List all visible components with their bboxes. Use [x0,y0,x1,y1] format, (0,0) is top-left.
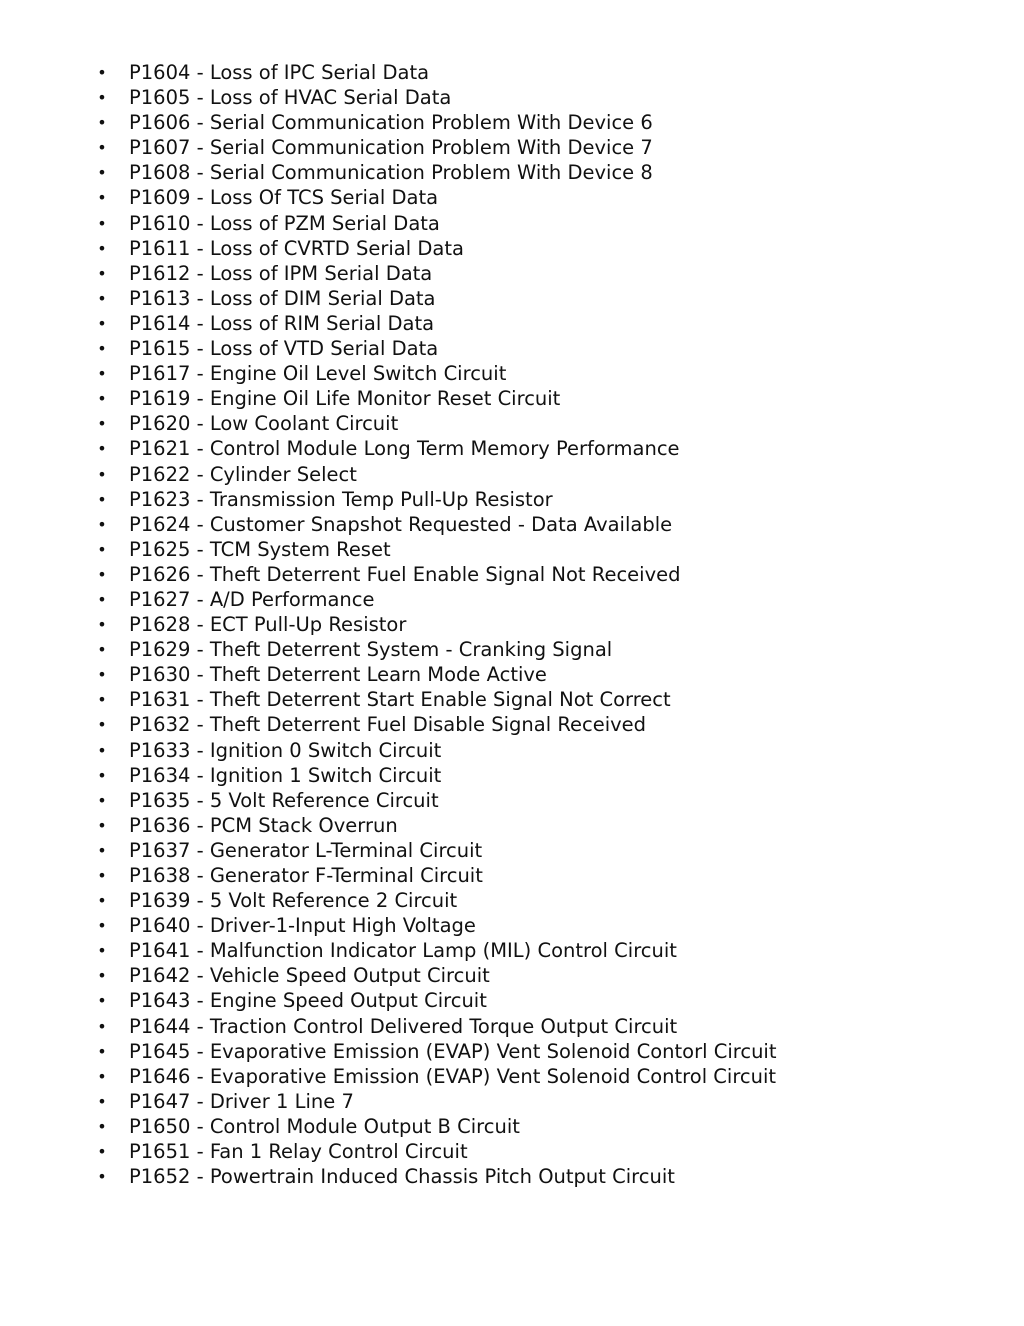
bullet-icon: • [97,138,107,158]
bullet-icon: • [97,916,107,936]
bullet-icon: • [97,1116,107,1136]
bullet-icon: • [97,389,107,409]
bullet-icon: • [97,1016,107,1036]
list-item-text: P1610 - Loss of PZM Serial Data [129,211,440,235]
bullet-icon: • [97,715,107,735]
bullet-icon: • [97,489,107,509]
bullet-icon: • [97,63,107,82]
bullet-icon: • [97,840,107,860]
list-item-text: P1651 - Fan 1 Relay Control Circuit [129,1140,468,1164]
list-item-text: P1635 - 5 Volt Reference Circuit [129,788,439,812]
list-item-text: P1642 - Vehicle Speed Output Circuit [129,964,490,988]
bullet-icon: • [97,414,107,434]
list-item-text: P1644 - Traction Control Delivered Torque Output Circuit [129,1014,678,1038]
bullet-icon: • [97,640,107,660]
bullet-icon: • [97,589,107,609]
bullet-icon: • [97,163,107,183]
bullet-icon: • [97,740,107,760]
bullet-icon: • [97,113,107,133]
list-item-text: P1632 - Theft Deterrent Fuel Disable Signal Received [129,713,647,737]
bullet-icon: • [97,1167,107,1187]
bullet-icon: • [97,539,107,559]
bullet-icon: • [97,238,107,258]
list-item-text: P1611 - Loss of CVRTD Serial Data [129,236,464,260]
bullet-icon: • [97,966,107,986]
bullet-icon: • [97,665,107,685]
list-item-text: P1634 - Ignition 1 Switch Circuit [129,763,442,787]
list-item-text: P1637 - Generator L-Terminal Circuit [129,838,483,862]
list-item-text: P1609 - Loss Of TCS Serial Data [129,186,439,210]
bullet-icon: • [97,1142,107,1162]
list-item-text: P1652 - Powertrain Induced Chassis Pitch Output Circuit [129,1165,675,1189]
bullet-icon: • [97,364,107,384]
bullet-icon: • [97,464,107,484]
bullet-icon: • [97,790,107,810]
list-item-text: P1612 - Loss of IPM Serial Data [129,261,433,285]
list-item-text: P1629 - Theft Deterrent System - Cranking Signal [129,638,613,662]
bullet-icon: • [97,615,107,635]
list-item-text: P1615 - Loss of VTD Serial Data [129,337,439,361]
list-item-text: P1627 - A/D Performance [129,587,375,611]
list-item-text: P1650 - Control Module Output B Circuit [129,1114,520,1138]
bullet-icon: • [97,514,107,534]
list-item-text: P1640 - Driver-1-Input High Voltage [129,914,476,938]
list-item-text: P1631 - Theft Deterrent Start Enable Signal Not Correct [129,688,671,712]
bullet-icon: • [97,891,107,911]
list-item-text: P1619 - Engine Oil Life Monitor Reset Circuit [129,387,561,411]
list-item-text: P1636 - PCM Stack Overrun [129,813,398,837]
list-item-text: P1633 - Ignition 0 Switch Circuit [129,738,442,762]
bullet-icon: • [97,1066,107,1086]
bullet-icon: • [97,1041,107,1061]
bullet-icon: • [97,1091,107,1111]
list-item-text: P1625 - TCM System Reset [129,537,391,561]
list-item-text: P1622 - Cylinder Select [129,462,357,486]
bullet-icon: • [97,213,107,233]
list-item-text: P1623 - Transmission Temp Pull-Up Resistor [129,487,553,511]
bullet-icon: • [97,866,107,885]
bullet-icon: • [97,88,107,108]
bullet-icon: • [97,690,107,710]
list-item-text: P1614 - Loss of RIM Serial Data [129,311,435,335]
list-item-text: P1643 - Engine Speed Output Circuit [129,989,487,1013]
list-item-text: P1604 - Loss of IPC Serial Data [129,61,430,84]
list-item-text: P1639 - 5 Volt Reference 2 Circuit [129,889,458,913]
list-item-text: P1613 - Loss of DIM Serial Data [129,286,436,310]
list-item-text: P1630 - Theft Deterrent Learn Mode Active [129,663,547,687]
bullet-icon: • [97,815,107,835]
list-item-text: P1617 - Engine Oil Level Switch Circuit [129,362,507,386]
bullet-icon: • [97,263,107,283]
list-item-text: P1628 - ECT Pull-Up Resistor [129,613,407,637]
list-item-text: P1626 - Theft Deterrent Fuel Enable Signal Not Received [129,562,681,586]
list-item-text: P1621 - Control Module Long Term Memory Performance [129,437,680,461]
list-item-text: P1647 - Driver 1 Line 7 [129,1089,354,1113]
bullet-icon: • [97,439,107,459]
list-item-text: P1606 - Serial Communication Problem With Device 6 [129,111,653,135]
list-item-text: P1620 - Low Coolant Circuit [129,412,399,436]
bullet-icon: • [97,339,107,359]
bullet-icon: • [97,288,107,308]
list-item-text: P1605 - Loss of HVAC Serial Data [129,86,452,110]
list-item-text: P1608 - Serial Communication Problem With Device 8 [129,161,653,185]
list-item-text: P1638 - Generator F-Terminal Circuit [129,864,483,887]
list-item-text: P1646 - Evaporative Emission (EVAP) Vent Solenoid Control Circuit [129,1064,777,1088]
list-item-text: P1607 - Serial Communication Problem With Device 7 [129,136,653,160]
bullet-icon: • [97,991,107,1011]
list-item-text: P1645 - Evaporative Emission (EVAP) Vent Solenoid Contorl Circuit [129,1039,777,1063]
bullet-icon: • [97,188,107,208]
bullet-icon: • [97,313,107,333]
list-item-text: P1641 - Malfunction Indicator Lamp (MIL) Control Circuit [129,939,677,963]
bullet-icon: • [97,564,107,584]
list-item-text: P1624 - Customer Snapshot Requested - Data Available [129,512,673,536]
bullet-icon: • [97,941,107,961]
bullet-icon: • [97,765,107,785]
